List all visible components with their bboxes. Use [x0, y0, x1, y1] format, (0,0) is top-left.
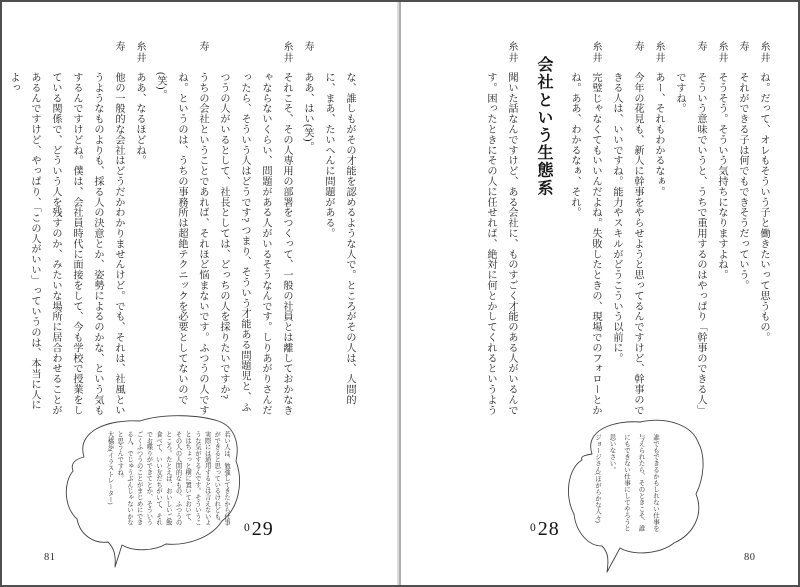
speaker-label: 糸井: [653, 41, 664, 64]
bubble-line: 誰でもできるかもしれない仕事を: [652, 434, 659, 532]
bubble-line: うな気がするんです。そういうこ: [193, 431, 201, 526]
dialogue-text: 他の一般的な会社はどうだかわかりませんけど。でも、それは、社風というようなものよりも、採る人の決意とか、姿勢によるのかな、という気もするんですけどね。僕は、会社員時代に面接をして、今も学校で授業をしている関係で、どういう人を残すのか、みたいな場所に居合わせることがあるんですけど、やっぱり、「この人がいい」っていうのは、本当に人によっ: [8, 72, 124, 416]
folio-number: 81: [44, 552, 56, 563]
utterance: [150, 41, 213, 416]
dialogue-text: ああ、はい(笑)。: [302, 72, 313, 152]
utterance: [753, 41, 774, 416]
spread-number-digits: 28: [537, 518, 560, 540]
speaker-label: 寿: [197, 41, 208, 53]
spread-number: [244, 518, 274, 541]
dialogue-text: あー、それもわかるなぁ。: [653, 72, 664, 197]
utterance: [711, 41, 732, 416]
bubble-line: とはちょっと横に置いておいて、: [184, 431, 192, 526]
speaker-label: 糸井: [281, 41, 292, 64]
speaker-label: 糸井: [506, 41, 517, 64]
utterance: [648, 41, 669, 416]
speaker-label: 寿: [695, 41, 706, 53]
bubble-line: と思うんですね。: [116, 431, 124, 482]
utterance: [129, 41, 150, 416]
utterance: [213, 41, 297, 416]
bubble-line: 思いなさい。: [608, 434, 616, 473]
bubble-signature: ジョージさん(ほがらかな人々): [594, 434, 601, 523]
page-gutter-line: [399, 2, 401, 585]
utterance: [564, 41, 606, 416]
dialogue-list: [564, 41, 774, 416]
bubble-text: [103, 431, 231, 565]
section-title: 会社という生態系: [535, 56, 552, 197]
bubble-line: 実際には通用するとは言えないよ: [203, 431, 211, 526]
dialogue-text: うちの会社ということであれば、それほど悩まないです。ふつうの人ですね。というのは、うちの事務所は超絶テクニックを必要としてないので(笑)。: [155, 72, 208, 416]
utterance: [3, 41, 129, 416]
speaker-label: 寿: [113, 41, 124, 53]
folio-number: 80: [744, 552, 756, 563]
dialogue-text: それこそ、その人専用の部署をつくって、一般の社員とは離しておかなきゃならないくらい、問題がある人がいるそうなんです。しりあがりさんだったら、そういう人はどうです? つまり、そういう才能ある問題児と、ふつうの人がいるとして、社長としては、どっちの人を採りたいですか?: [218, 72, 292, 416]
utterance: [732, 41, 753, 416]
dialogue-text: 聞いた話なんですけど、ある会社に、ものすごく才能のある人がいるんです。困ったときにその人に任せれば、絶対に何とかしてくれるというよう: [485, 72, 517, 416]
spread-number: [530, 518, 560, 541]
bubble-line: ができると思っているけれども、: [213, 431, 221, 526]
utterance: [480, 41, 522, 416]
speaker-label: 糸井: [758, 41, 769, 64]
bubble-line: でお喋りができてとか、そういう: [145, 431, 153, 526]
dialogue-text: な、誰しもがその才能を認めるような人で。ところがその人は、人間的に、まあ、たいへんに問題がある。: [323, 72, 355, 405]
bubble-line: にもできない仕事にしてやろうと: [623, 434, 630, 532]
dialogue-text: 今年の花見も、新人に幹事をやらせようと思ってるんですけど、幹事のできる人は、いいですね。能力やスキルがどうこういう以前に。: [611, 72, 643, 416]
dialogue-text: ああ、なるほどね。: [134, 72, 145, 166]
utterance: [669, 41, 711, 416]
dialogue-text: 完璧じゃなくてもいいんだよね。失敗したときの、現場でのフォローとかね。ああ、わかるなぁ、それ。: [569, 72, 601, 416]
utterance: [606, 41, 648, 416]
dialogue-list: [480, 41, 522, 416]
dialogue-text: そういう意味でいうと、うちで重用するのはやっぱり「幹事のできる人」ですね。: [674, 72, 706, 416]
bubble-line: 若い人は、勉強してきたから仕事: [223, 431, 230, 526]
spread-number-zero: 0: [244, 522, 251, 534]
dialogue-text: それができる子は何でもできそうだっていう。: [737, 72, 748, 291]
bubble-signature: 大橋歩(イラストレーター): [106, 431, 114, 505]
bubble-line: ごくふつうのことがまじめにでき: [135, 431, 143, 526]
bubble-line: 与えられたら、そのときこそ、誰: [637, 434, 645, 532]
spread-number-digits: 29: [251, 518, 274, 540]
spread-number-zero: 0: [530, 522, 537, 534]
bubble-line: 食べて、いい友だちがいて、それ: [155, 431, 163, 526]
bubble-text: [586, 434, 662, 540]
dialogue-text: そうそう。そういう気持ちになりますよね。: [716, 72, 727, 280]
speaker-label: 寿: [632, 41, 643, 53]
speaker-label: 寿: [302, 41, 313, 53]
right-page-dialogue: [480, 41, 774, 416]
bubble-line: ところ。たとえば、おいしいご飯: [164, 431, 172, 526]
utterance: [318, 72, 360, 416]
bubble-line: その人の人間的なもの、ふつうの: [174, 431, 182, 526]
speaker-label: 寿: [737, 41, 748, 53]
left-page-dialogue: [3, 41, 360, 416]
speaker-label: 糸井: [590, 41, 601, 64]
bubble-line: る人、でじゅうぶんじゃないかな: [125, 431, 133, 526]
speaker-label: 糸井: [134, 41, 145, 64]
dialogue-text: ね。だって、オレもそういう子と働きたいって思うもの。: [758, 72, 769, 343]
utterance: [297, 41, 318, 416]
speaker-label: 糸井: [716, 41, 727, 64]
